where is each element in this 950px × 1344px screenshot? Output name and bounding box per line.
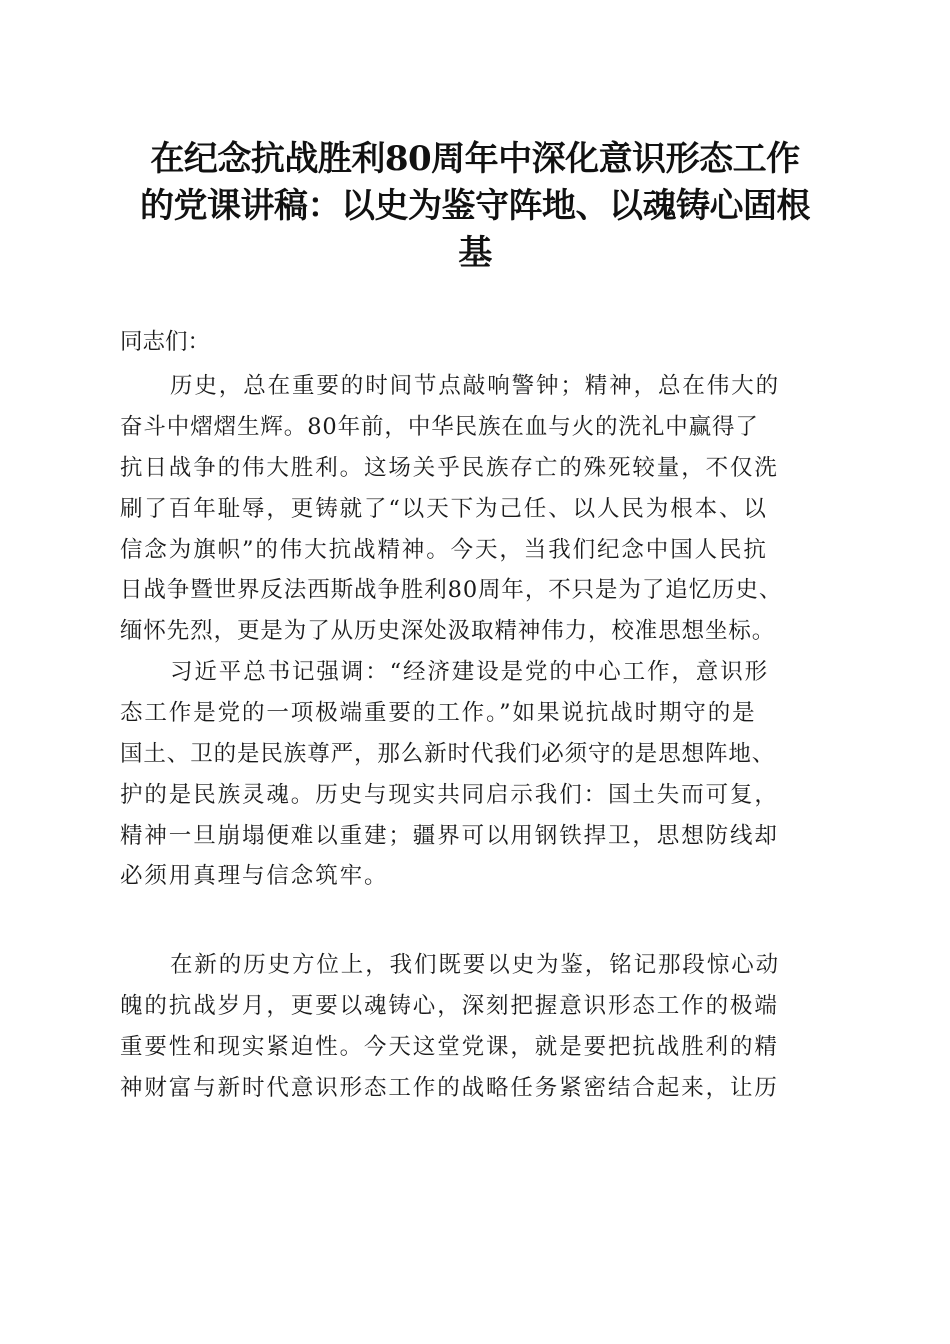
paragraph-line: 必须用真理与信念筑牢。 xyxy=(120,863,389,890)
paragraph-line: 习近平总书记强调：“经济建设是党的中心工作，意识形 xyxy=(170,659,770,685)
paragraph-line: 刷了百年耻辱，更铸就了“以天下为己任、以人民为根本、以 xyxy=(120,495,768,522)
paragraph-line: 国土、卫的是民族尊严，那么新时代我们必须守的是思想阵地、 xyxy=(120,740,776,767)
paragraph-line: 在新的历史方位上，我们既要以史为鉴，铭记那段惊心动 xyxy=(170,952,781,978)
paragraph-2 xyxy=(120,652,840,897)
paragraph-line: 日战争暨世界反法西斯战争胜利80周年，不只是为了追忆历史、 xyxy=(120,577,783,604)
paragraph-line: 奋斗中熠熠生辉。80年前，中华民族在血与火的洗礼中赢得了 xyxy=(120,413,759,440)
salutation: 同志们： xyxy=(120,329,211,355)
paragraph-line: 历史，总在重要的时间节点敲响警钟；精神，总在伟大的 xyxy=(170,373,781,399)
document-title xyxy=(120,136,830,277)
paragraph-3 xyxy=(120,945,840,1109)
title-line: 基 xyxy=(458,233,492,273)
paragraph-line: 缅怀先烈，更是为了从历史深处汲取精神伟力，校准思想坐标。 xyxy=(120,618,776,645)
paragraph-line: 信念为旗帜”的伟大抗战精神。今天，当我们纪念中国人民抗 xyxy=(120,536,768,563)
paragraph-line: 精神一旦崩塌便难以重建；疆界可以用钢铁捍卫，思想防线却 xyxy=(120,822,779,849)
paragraph-line: 抗日战争的伟大胜利。这场关乎民族存亡的殊死较量，不仅洗 xyxy=(120,454,779,481)
paragraph-line: 护的是民族灵魂。历史与现实共同启示我们：国土失而可复， xyxy=(120,781,779,808)
paragraph-1 xyxy=(120,366,840,652)
title-line: 在纪念抗战胜利80周年中深化意识形态工作 xyxy=(150,139,800,179)
paragraph-line: 魄的抗战岁月，更要以魂铸心，深刻把握意识形态工作的极端 xyxy=(120,992,779,1019)
title-line: 的党课讲稿：以史为鉴守阵地、以魂铸心固根 xyxy=(140,186,810,226)
paragraph-line: 态工作是党的一项极端重要的工作。”如果说抗战时期守的是 xyxy=(120,699,757,726)
paragraph-line: 神财富与新时代意识形态工作的战略任务紧密结合起来，让历 xyxy=(120,1074,779,1101)
paragraph-line: 重要性和现实紧迫性。今天这堂党课，就是要把抗战胜利的精 xyxy=(120,1033,779,1060)
